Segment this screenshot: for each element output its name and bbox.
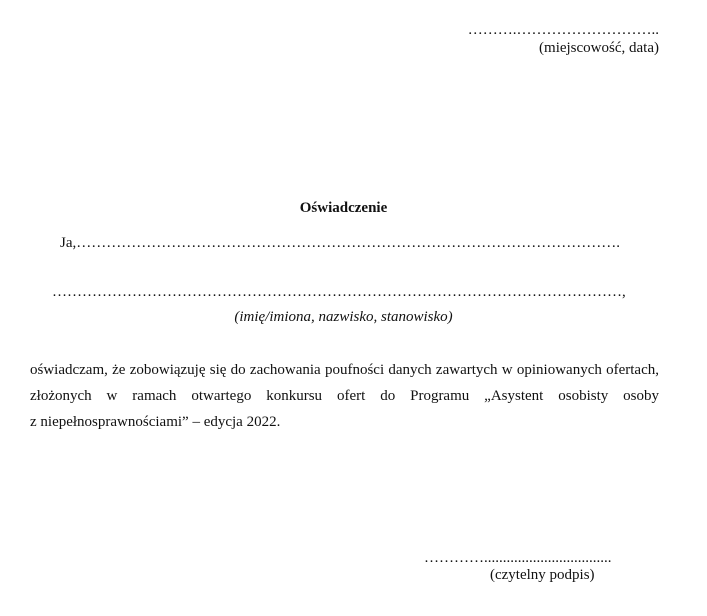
declarant-name-line: ……………………………………………………………………………………………………, (52, 284, 626, 300)
statement-paragraph (30, 357, 659, 435)
declarant-name-label: (imię/imiona, nazwisko, stanowisko) (234, 309, 453, 325)
statement-line: oświadczam, że zobowiązuję się do zachowania poufności danych zawartych w opiniowanych ofertach, (30, 362, 659, 378)
statement-line: z niepełnosprawnościami” – edycja 2022. (30, 414, 281, 430)
declarant-ja-line: Ja,………………………………………………………………………………………………. (60, 235, 620, 251)
signature-field: ………….................................. (424, 550, 612, 566)
document-title: Oświadczenie (299, 200, 388, 216)
signature-label: (czytelny podpis) (490, 567, 595, 583)
statement-line: złożonych w ramach otwartego konkursu ofert do Programu „Asystent osobisty osoby (30, 388, 659, 404)
place-date-field: ……….……………………….. (467, 22, 659, 38)
place-date-label: (miejscowość, data) (539, 40, 659, 56)
